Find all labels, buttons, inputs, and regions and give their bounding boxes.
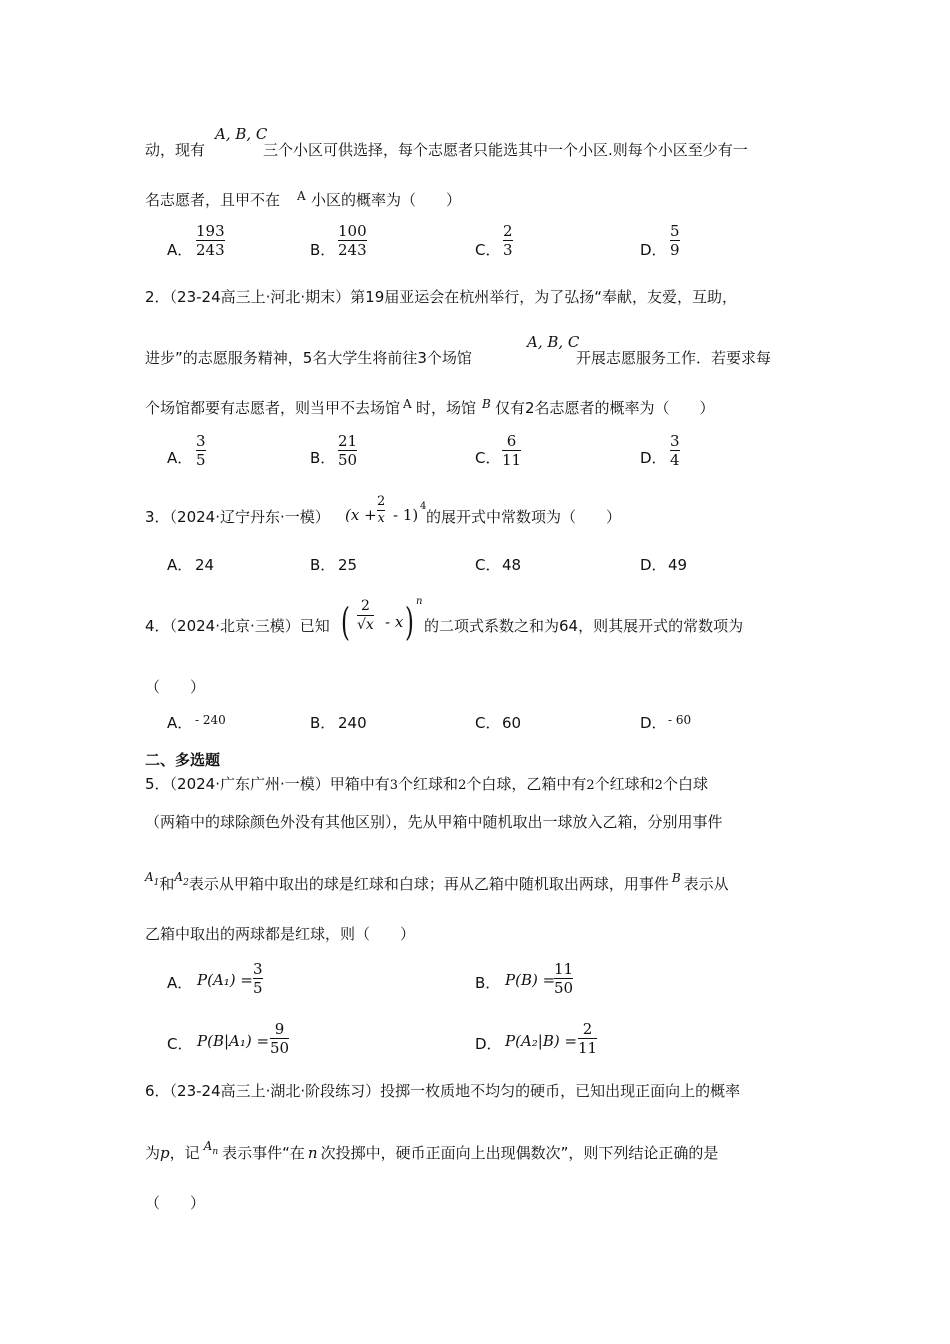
q1-line2-pre: 名志愿者，且甲不在 — [145, 191, 281, 209]
q1-option-d-num: 5 — [670, 222, 680, 240]
q5-line2: （两箱中的球除颜色外没有其他区别），先从甲箱中随机取出一球放入乙箱，分别用事件 — [145, 813, 723, 831]
q1-option-d-den: 9 — [670, 241, 680, 259]
q1-option-c-frac — [503, 222, 513, 259]
q4-expr-minus: - x — [385, 613, 404, 631]
q5-line3 — [145, 870, 729, 897]
q4-option-a-value: - 240 — [195, 713, 226, 727]
q5-n2a: 2 — [458, 778, 467, 793]
q5-line3-post: 表示从甲箱中取出的球是红球和白球；再从乙箱中随机取出两球，用事件 — [188, 875, 669, 893]
q5-option-b-frac — [554, 960, 573, 997]
q1-option-c-label: C． — [475, 241, 501, 259]
q5-and: 和 — [159, 875, 175, 893]
q1-option-b-den: 243 — [338, 241, 367, 259]
q2-option-c-den: 11 — [502, 451, 522, 469]
q1-line2-post: 小区的概率为（ ） — [311, 191, 462, 209]
q3-option-a-label: A． — [167, 556, 193, 574]
q1-option-a-den: 243 — [196, 241, 225, 259]
q1-line2-a: A — [297, 189, 306, 203]
q5-option-a-expr: P(A₁) = — [197, 971, 253, 989]
q5-option-c-den: 50 — [270, 1039, 290, 1057]
q4-option-b-value: 240 — [338, 714, 367, 732]
q5-b: B — [671, 871, 681, 885]
q6-an-sub: n — [212, 1147, 219, 1157]
q5-a1-sub: 1 — [153, 878, 160, 888]
q5-a2-sub: 2 — [183, 878, 189, 888]
q5-line3-end: 表示从 — [683, 875, 729, 893]
q3-expr-exp: 4 — [420, 501, 427, 512]
q3-expr-close: - 1) — [393, 506, 419, 524]
q6-line2-post2: 次投掷中，硬币正面向上出现偶数次”，则下列结论正确的是 — [320, 1144, 719, 1162]
q2-option-a-den: 5 — [196, 451, 206, 469]
q1-option-d-frac — [670, 222, 680, 259]
q6-line1: 6．（23-24高三上·湖北·阶段练习）投掷一枚质地不均匀的硬币，已知出现正面向上的概率 — [145, 1082, 741, 1100]
q5-option-d-den: 11 — [578, 1039, 598, 1057]
q5-line1-mid3: 个红球和 — [594, 775, 655, 793]
q3-post: 的展开式中常数项为（ ） — [426, 508, 622, 526]
q3-pre: 3．（2024·辽宁丹东·一模） — [145, 508, 330, 526]
q5-a2 — [174, 870, 189, 888]
q5-option-d-label: D． — [475, 1035, 502, 1053]
q5-option-a-frac — [253, 960, 263, 997]
q5-option-a-num: 3 — [253, 960, 263, 978]
q6-paren: （ ） — [145, 1194, 206, 1212]
q4-option-b-label: B． — [310, 714, 336, 732]
q1-line1-post: 三个小区可供选择，每个志愿者只能选其中一个小区.则每个小区至少有一 — [263, 141, 748, 159]
q2-line3-post: 仅有2名志愿者的概率为（ ） — [495, 399, 715, 417]
q3-expr-den: x — [377, 511, 385, 526]
q2-line3-pre: 个场馆都要有志愿者，则当甲不去场馆 — [145, 399, 401, 417]
q5-n2c: 2 — [654, 778, 663, 793]
q6-line2-pre: 为 — [145, 1144, 161, 1162]
q3-option-c-label: C． — [475, 556, 501, 574]
q1-option-b-frac — [338, 222, 367, 259]
q2-option-d-frac — [670, 432, 680, 469]
q1-option-c-den: 3 — [503, 241, 513, 259]
q1-line1-pre: 动，现有 — [145, 141, 206, 159]
q6-line2-mid: ，记 — [169, 1144, 200, 1162]
q4-expr-frac — [357, 597, 374, 634]
q3-expr-open: (x + — [345, 506, 377, 524]
q5-option-a-label: A． — [167, 974, 193, 992]
q4-right-paren: ) — [404, 600, 414, 644]
q6-line2 — [145, 1139, 719, 1166]
q1-option-a-frac — [196, 222, 225, 259]
q5-option-b-expr: P(B) = — [505, 971, 556, 989]
q2-option-c-num: 6 — [506, 432, 517, 450]
q2-option-b-label: B． — [310, 449, 336, 467]
q5-n2b: 2 — [586, 778, 595, 793]
q5-line1-post: 个白球 — [662, 775, 708, 793]
q2-line2-pre: 进步”的志愿服务精神，5名大学生将前往3个场馆 — [145, 349, 472, 367]
q3-expr-frac — [377, 494, 385, 527]
q1-option-c-num: 2 — [503, 222, 513, 240]
q4-option-d-value: - 60 — [668, 713, 692, 727]
q1-line1 — [145, 140, 205, 160]
q5-option-c-label: C． — [167, 1035, 193, 1053]
q5-option-b-num: 11 — [554, 960, 574, 978]
q2-option-d-label: D． — [640, 449, 667, 467]
q2-option-c-label: C． — [475, 449, 501, 467]
q5-option-c-frac — [270, 1020, 289, 1057]
q4-pre: 4．（2024·北京·三模）已知 — [145, 617, 330, 635]
q2-option-b-frac — [338, 432, 357, 469]
q2-line3-b: B — [482, 397, 491, 411]
q5-a1 — [145, 870, 160, 888]
q3-option-d-value: 49 — [668, 556, 688, 574]
q2-abc: A, B, C — [527, 333, 580, 351]
q4-post: 的二项式系数之和为64，则其展开式的常数项为 — [424, 617, 744, 635]
q2-line2-post: 开展志愿服务工作．若要求每 — [576, 349, 772, 367]
q6-n: n — [307, 1144, 318, 1162]
q4-option-c-label: C． — [475, 714, 501, 732]
q5-line1-mid2: 个白球，乙箱中有 — [466, 775, 587, 793]
q5-line1 — [145, 774, 708, 796]
q2-line3-mid: 时，场馆 — [416, 399, 477, 417]
q5-line1-pre: 5．（2024·广东广州·一模）甲箱中有 — [145, 775, 390, 793]
q3-expr-num: 2 — [377, 494, 386, 509]
q5-a2-letter: A — [174, 870, 184, 884]
q1-abc: A, B, C — [215, 125, 268, 143]
q5-option-d-expr: P(A₂|B) = — [505, 1032, 578, 1050]
q4-expr-exp: n — [416, 596, 423, 607]
q2-option-c-frac — [502, 432, 521, 469]
section-heading-multi-choice: 二、多选题 — [145, 751, 221, 769]
q3-option-a-value: 24 — [195, 556, 215, 574]
q3-option-b-value: 25 — [338, 556, 358, 574]
q5-option-c-num: 9 — [274, 1020, 285, 1038]
q5-option-d-frac — [578, 1020, 597, 1057]
q2-option-a-frac — [196, 432, 206, 469]
q5-option-d-num: 2 — [582, 1020, 593, 1038]
q5-line1-mid1: 个红球和 — [398, 775, 459, 793]
q5-option-b-label: B． — [475, 974, 501, 992]
q1-option-b-label: B． — [310, 241, 336, 259]
q6-line2-post1: 表示事件“在 — [222, 1144, 305, 1162]
q2-option-a-label: A． — [167, 449, 193, 467]
q4-left-paren: ( — [340, 600, 350, 644]
q1-option-b-num: 100 — [338, 222, 367, 240]
q5-a1-letter: A — [145, 870, 154, 884]
q4-option-a-label: A． — [167, 714, 193, 732]
q4-option-c-value: 60 — [502, 714, 522, 732]
q4-expr-num: 2 — [360, 598, 370, 614]
q4-option-d-label: D． — [640, 714, 667, 732]
q1-option-d-label: D． — [640, 241, 667, 259]
q1-option-a-num: 193 — [196, 222, 225, 240]
q3-option-b-label: B． — [310, 556, 336, 574]
q4-paren: （ ） — [145, 678, 206, 696]
q2-line3-a: A — [403, 397, 412, 411]
q5-option-b-den: 50 — [554, 979, 574, 997]
q6-p: p — [160, 1144, 170, 1162]
q5-option-a-den: 5 — [253, 979, 263, 997]
q6-an-letter: A — [203, 1139, 213, 1153]
q5-n3: 3 — [389, 778, 399, 793]
q5-line4: 乙箱中取出的两球都是红球，则（ ） — [145, 925, 416, 943]
q2-option-b-num: 21 — [338, 432, 358, 450]
q1-option-a-label: A． — [167, 241, 193, 259]
q5-option-c-expr: P(B|A₁) = — [197, 1032, 270, 1050]
q2-option-d-den: 4 — [670, 451, 680, 469]
q6-an — [203, 1139, 219, 1157]
q3-option-c-value: 48 — [502, 556, 522, 574]
q2-option-d-num: 3 — [670, 432, 680, 450]
q2-option-b-den: 50 — [338, 451, 358, 469]
q2-line1: 2．（23-24高三上·河北·期末）第19届亚运会在杭州举行，为了弘扬“奉献，友爱，互助， — [145, 288, 738, 306]
q4-expr-den: √x — [357, 617, 374, 633]
q3-option-d-label: D． — [640, 556, 667, 574]
q2-option-a-num: 3 — [196, 432, 206, 450]
